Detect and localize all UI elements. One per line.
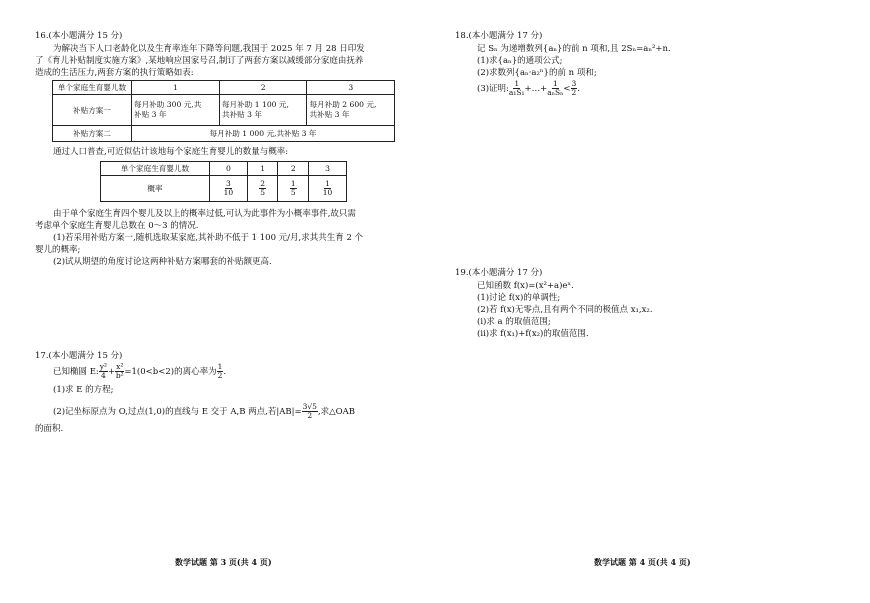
table1-plan1-cell2 <box>219 95 307 126</box>
q17-ellipse-line: 已知椭圆 E: $\frac{\text{y²}}{4}$ + $\frac{\text{x²}}{\text{b²}}$ =1(0<b<2)的离心率为 $\frac{1}{2}$ . <box>53 362 227 380</box>
q16-intro-line3: 造成的生活压力,两套方案的执行策略如表: <box>35 68 194 78</box>
q18-sub2: (2)求数列{aₙ·a₂ⁿ}的前 n 项和; <box>477 68 597 78</box>
plan1-cell2-line2: 共补贴 3 年 <box>221 110 262 119</box>
probability-table <box>100 161 347 202</box>
q16-sub2: (2)试从期望的角度讨论这两种补贴方案哪套的补贴额更高. <box>53 257 272 267</box>
q17-title: 17.(本小题满分 15 分) <box>35 351 123 361</box>
q16-intro-line2: 了《育儿补贴制度实施方案》,某地响应国家号召,制订了两套方案以减缓部分家庭由抚养 <box>35 56 364 66</box>
q16-title: 16.(本小题满分 15 分) <box>35 31 123 41</box>
frac-3-2: $\frac{3}{2}$ <box>571 79 577 97</box>
q18-sub1: (1)求{aₙ}的通项公式; <box>477 56 563 66</box>
q16-note-line2: 考虑单个家庭生育婴儿总数在 0～3 的情况. <box>35 221 199 231</box>
table2-prob-0: $\frac{3}{10}$ <box>210 176 248 202</box>
q17-sub2-line1: (2)记坐标原点为 O,过点(1,0)的直线与 E 交于 A,B 两点,若|AB|= $\frac{3√5}{2}$ ,求△OAB <box>53 402 356 420</box>
table2-prob-2: $\frac{1}{5}$ <box>278 176 309 202</box>
table2-prob-1: $\frac{2}{5}$ <box>247 176 278 202</box>
table1-plan1-cell3 <box>307 95 395 126</box>
plan1-cell3-line1: 每月补助 2 600 元, <box>309 100 377 109</box>
q16-intro-line1: 为解决当下人口老龄化以及生育率连年下降等问题,我国于 2025 年 7 月 28 日印发 <box>53 44 365 54</box>
table2-prob-label: 概率 <box>101 176 210 202</box>
plan1-cell1-line1: 每月补助 300 元,共 <box>134 100 202 109</box>
plan1-cell3-line2: 共补贴 3 年 <box>309 110 350 119</box>
q16-survey-text: 通过人口普查,可近似估计该地每个家庭生育婴儿的数量与概率: <box>53 147 289 157</box>
frac-1-ansn: $\frac{1}{\text{aₙSₙ}}$ <box>547 79 564 97</box>
table2-header-label: 单个家庭生育婴儿数 <box>101 162 210 176</box>
frac-y2-4: $\frac{\text{y²}}{4}$ <box>99 362 108 380</box>
q19-title: 19.(本小题满分 17 分) <box>455 268 543 278</box>
frac-1-a1s1: $\frac{1}{\text{a₁S₁}}$ <box>508 79 525 97</box>
q18-sub3: (3)证明: $\frac{1}{\text{a₁S₁}}$ +…+ $\frac{1}{\text{aₙSₙ}}$ < $\frac{3}{2}$ . <box>477 79 580 97</box>
q19-sub2-ii: (ⅱ)求 f(x₁)+f(x₂)的取值范围. <box>477 329 589 339</box>
q18-title: 18.(本小题满分 17 分) <box>455 31 543 41</box>
table1-header-2: 2 <box>219 81 307 95</box>
frac-x2-b2: $\frac{\text{x²}}{\text{b²}}$ <box>115 362 124 380</box>
table1-header-label: 单个家庭生育婴儿数 <box>53 81 132 95</box>
table2-header-0: 0 <box>210 162 248 176</box>
plan1-cell2-line1: 每月补助 1 100 元, <box>221 100 289 109</box>
footer-page-4: 数学试题 第 4 页(共 4 页) <box>594 557 691 567</box>
table1-header-3: 3 <box>307 81 395 95</box>
table2-header-2: 2 <box>278 162 309 176</box>
q19-sub2: (2)若 f(x)无零点,且有两个不同的极值点 x₁,x₂. <box>477 305 653 315</box>
q19-sub2-i: (ⅰ)求 a 的取值范围; <box>477 317 551 327</box>
plan1-cell1-line2: 补贴 3 年 <box>134 110 167 119</box>
table1-plan1-cell1 <box>132 95 220 126</box>
q19-sub1: (1)讨论 f(x)的单调性; <box>477 293 561 303</box>
table2-header-1: 1 <box>247 162 278 176</box>
q17-sub2-line2: 的面积. <box>35 424 64 434</box>
table1-plan1-label: 补贴方案一 <box>53 95 132 126</box>
table1-plan2-value: 每月补助 1 000 元,共补贴 3 年 <box>132 126 395 142</box>
q16-sub1-line1: (1)若采用补贴方案一,随机选取某家庭,其补助不低于 1 100 元/月,求其共生育 2 个 <box>53 233 364 243</box>
q18-statement: 记 Sₙ 为递增数列{aₙ}的前 n 项和,且 2Sₙ=aₙ²+n. <box>477 44 671 54</box>
table2-prob-3: $\frac{1}{10}$ <box>309 176 347 202</box>
q19-function: 已知函数 f(x)=(x²+a)eˣ. <box>477 281 574 291</box>
q16-note-line1: 由于单个家庭生育四个婴儿及以上的概率过低,可认为此事件为小概率事件,故只需 <box>53 209 356 219</box>
q17-sub1: (1)求 E 的方程; <box>53 385 114 395</box>
table2-header-3: 3 <box>309 162 347 176</box>
subsidy-table <box>52 80 395 142</box>
frac-1-2: $\frac{1}{2}$ <box>217 362 223 380</box>
footer-page-3: 数学试题 第 3 页(共 4 页) <box>175 557 272 567</box>
table1-plan2-label: 补贴方案二 <box>53 126 132 142</box>
q16-sub1-line2: 婴儿的概率; <box>35 245 81 255</box>
table1-header-1: 1 <box>132 81 220 95</box>
frac-3sqrt5-2: $\frac{3√5}{2}$ <box>302 402 317 420</box>
